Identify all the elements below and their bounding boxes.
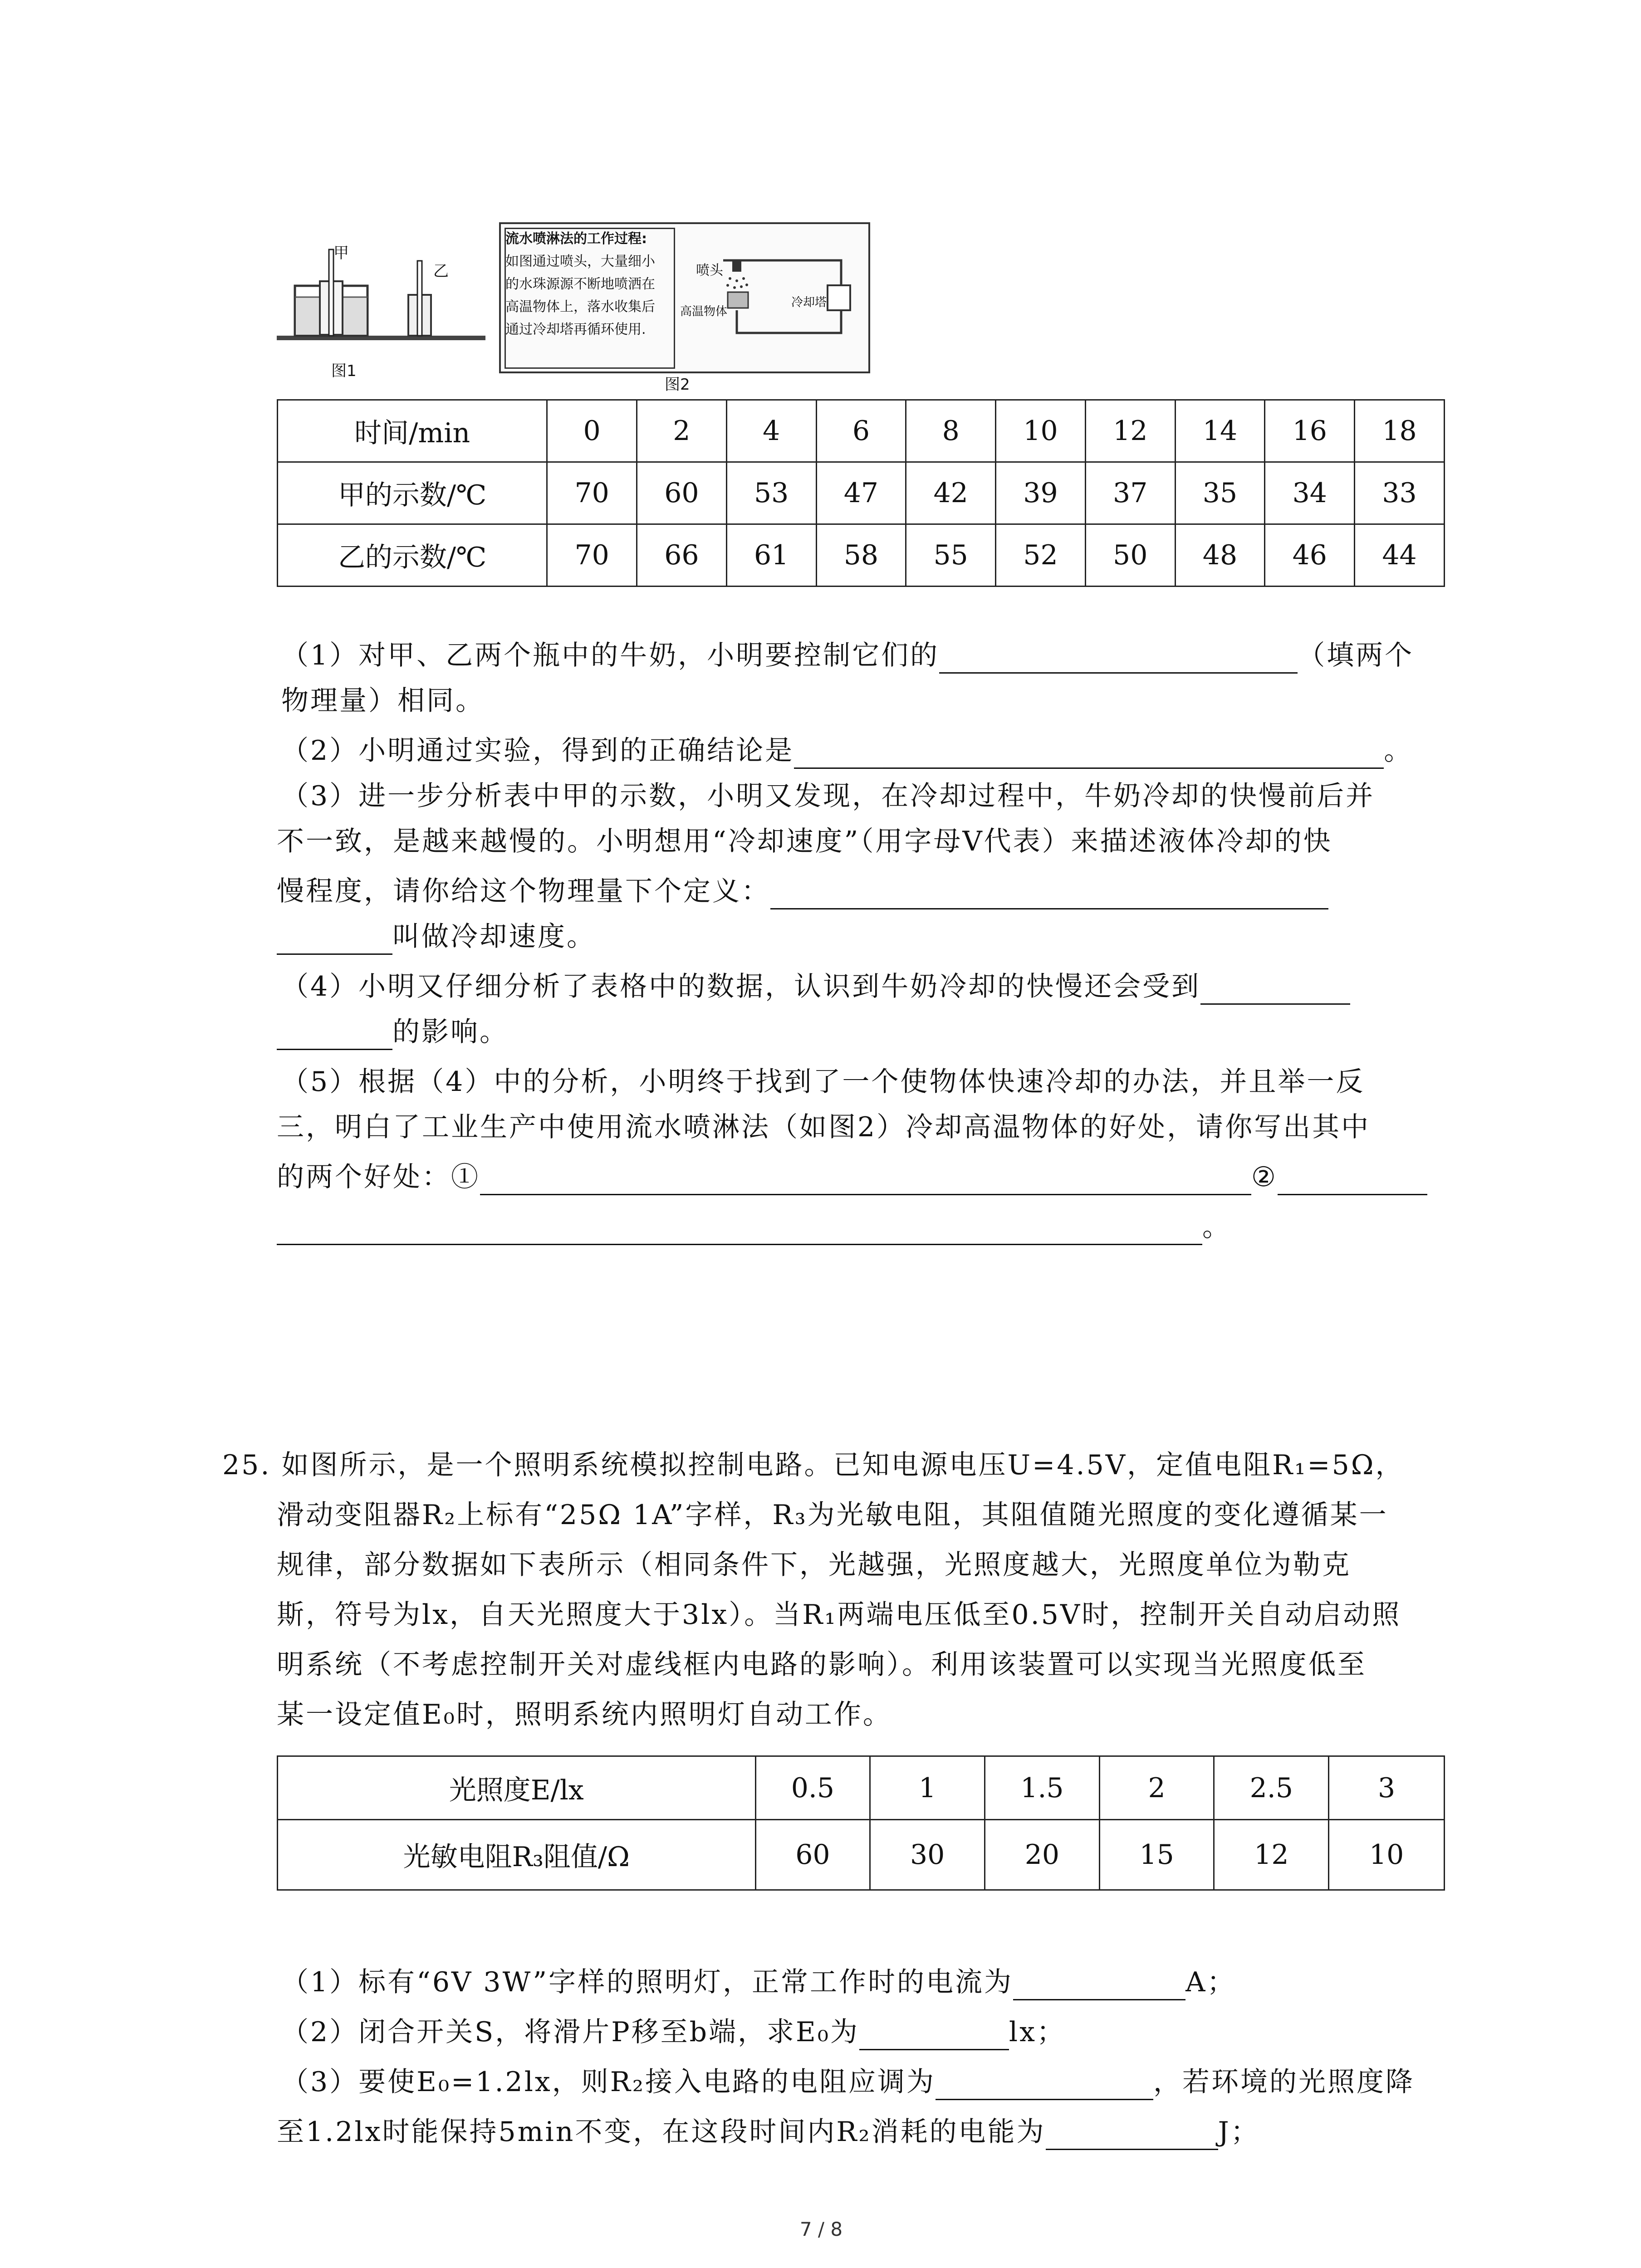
q25-part2-text: （2）闭合开关S，将滑片P移至b端，求E₀为 — [281, 2016, 859, 2048]
figure-2-title: 流水喷淋法的工作过程: — [505, 231, 647, 247]
table-cell: 48 — [1175, 524, 1265, 587]
table-cell: 14 — [1175, 400, 1265, 462]
q24-part3-text: 慢程度，请你给这个物理量下个定义： — [277, 875, 770, 907]
q24-part4-line2 — [277, 1014, 509, 1050]
table-cell: 50 — [1085, 524, 1175, 587]
q24-part1-text-end: （填两个 — [1298, 640, 1414, 671]
label-hot-object: 高温物体 — [680, 305, 728, 318]
page-number: 7 / 8 — [799, 2218, 843, 2240]
q24-part3-end: 叫做冷却速度。 — [392, 921, 596, 953]
table-cell: 70 — [547, 462, 637, 524]
cooling-data-table — [277, 399, 1445, 587]
answer-blank[interactable] — [277, 1216, 1202, 1245]
label-nozzle: 喷头 — [696, 263, 723, 279]
table-row — [278, 462, 1445, 524]
table-cell: 37 — [1085, 462, 1175, 524]
table-cell: 42 — [906, 462, 996, 524]
answer-blank[interactable] — [480, 1166, 1251, 1195]
q25-stem-line2: 滑动变阻器R₂上标有“25Ω 1A”字样，R₃为光敏电阻，其阻值随光照度的变化遵循某一 — [277, 1499, 1388, 1531]
table-header-cell: 时间/min — [278, 400, 547, 462]
figure-1-drawing — [277, 245, 485, 354]
figure-2-diagram — [691, 242, 859, 351]
answer-blank[interactable] — [277, 925, 392, 955]
table-cell: 4 — [726, 400, 816, 462]
label-yi: 乙 — [433, 262, 449, 280]
table-cell: 60 — [637, 462, 727, 524]
table-header-cell: 光照度E/lx — [278, 1756, 756, 1820]
q24-part3-line1: （3）进一步分析表中甲的示数，小明又发现，在冷却过程中，牛奶冷却的快慢前后并 — [281, 780, 1375, 812]
table-cell: 12 — [1085, 400, 1175, 462]
q25-part3-line2 — [277, 2114, 1260, 2150]
figure-1-caption: 图1 — [331, 362, 357, 380]
q25-stem-line4: 斯，符号为lx，自天光照度大于3lx）。当R₁两端电压低至0.5V时，控制开关自动启动照 — [277, 1599, 1401, 1631]
q25-stem-line3: 规律，部分数据如下表所示（相同条件下，光越强，光照度越大，光照度单位为勒克 — [277, 1549, 1351, 1581]
table-cell: 70 — [547, 524, 637, 587]
table-cell: 60 — [755, 1820, 870, 1890]
q24-part1-line1 — [281, 637, 1414, 674]
table-cell: 44 — [1355, 524, 1445, 587]
table-row — [278, 1820, 1445, 1890]
table-cell: 34 — [1265, 462, 1355, 524]
table-cell: 2 — [1099, 1756, 1214, 1820]
q24-part2-end: 。 — [1384, 735, 1413, 767]
q24-part3-line2: 不一致，是越来越慢的。小明想用“冷却速度”（用字母V代表）来描述液体冷却的快 — [277, 826, 1332, 857]
table-cell: 20 — [985, 1820, 1100, 1890]
answer-blank[interactable] — [1046, 2121, 1218, 2150]
table-cell: 6 — [816, 400, 906, 462]
table-cell: 1.5 — [985, 1756, 1100, 1820]
q25-stem-line1: 25. 如图所示，是一个照明系统模拟控制电路。已知电源电压U=4.5V，定值电阻R₁=5Ω， — [222, 1449, 1405, 1481]
table-cell: 2.5 — [1214, 1756, 1329, 1820]
figure-2-text-frame — [505, 228, 675, 369]
table-cell: 39 — [996, 462, 1086, 524]
label-cooling-tower: 冷却塔 — [791, 296, 827, 309]
table-header-cell: 光敏电阻R₃阻值/Ω — [278, 1820, 756, 1890]
q24-part3-line3 — [277, 873, 1328, 909]
q25-stem-line5: 明系统（不考虑控制开关对虚线框内电路的影响）。利用该装置可以实现当光照度低至 — [277, 1649, 1367, 1681]
table-cell: 10 — [1329, 1820, 1445, 1890]
table-cell: 35 — [1175, 462, 1265, 524]
figure-2-text-line: 如图通过喷头，大量细小 — [505, 254, 655, 269]
q25-part1 — [281, 1964, 1236, 2000]
table-cell: 18 — [1355, 400, 1445, 462]
label-jia: 甲 — [333, 244, 349, 262]
q24-part5-line3 — [277, 1159, 1427, 1195]
answer-blank[interactable] — [936, 2071, 1153, 2100]
q24-part5-line2: 三，明白了工业生产中使用流水喷淋法（如图2）冷却高温物体的好处，请你写出其中 — [277, 1111, 1371, 1143]
q24-part2 — [281, 733, 1413, 769]
table-header-cell: 乙的示数/℃ — [278, 524, 547, 587]
illuminance-resistance-table — [277, 1755, 1445, 1891]
answer-blank[interactable] — [1278, 1166, 1427, 1195]
q25-part2-unit: lx； — [1009, 2016, 1066, 2048]
table-cell: 1 — [870, 1756, 985, 1820]
q25-part3-unit: J； — [1218, 2116, 1260, 2148]
table-cell: 53 — [726, 462, 816, 524]
table-cell: 16 — [1265, 400, 1355, 462]
table-cell: 8 — [906, 400, 996, 462]
q24-part4-line1 — [281, 968, 1350, 1005]
q25-stem-line6: 某一设定值E₀时，照明系统内照明灯自动工作。 — [277, 1699, 892, 1730]
table-cell: 33 — [1355, 462, 1445, 524]
table-cell: 52 — [996, 524, 1086, 587]
figure-1 — [277, 245, 485, 354]
table-cell: 12 — [1214, 1820, 1329, 1890]
q24-part5-line1: （5）根据（4）中的分析，小明终于找到了一个使物体快速冷却的办法，并且举一反 — [281, 1066, 1365, 1098]
table-cell: 3 — [1329, 1756, 1445, 1820]
answer-blank[interactable] — [939, 644, 1298, 674]
q25-part3-text-mid: ，若环境的光照度降 — [1153, 2066, 1415, 2098]
table-row — [278, 524, 1445, 587]
answer-blank[interactable] — [1200, 975, 1350, 1005]
q24-part4-end: 的影响。 — [392, 1016, 509, 1048]
answer-blank[interactable] — [794, 739, 1384, 769]
table-cell: 0 — [547, 400, 637, 462]
figure-2-caption: 图2 — [665, 376, 690, 394]
q25-part1-unit: A； — [1185, 1966, 1236, 1998]
table-row — [278, 400, 1445, 462]
figure-2 — [499, 222, 870, 373]
q24-part4-text: （4）小明又仔细分析了表格中的数据，认识到牛奶冷却的快慢还会受到 — [281, 971, 1201, 1002]
answer-blank[interactable] — [770, 880, 1328, 909]
q25-part1-text: （1）标有“6V 3W”字样的照明灯，正常工作时的电流为 — [281, 1966, 1014, 1998]
q25-part2 — [281, 2014, 1066, 2050]
table-cell: 2 — [637, 400, 727, 462]
q24-part5-circle2: ② — [1251, 1161, 1278, 1193]
table-cell: 58 — [816, 524, 906, 587]
answer-blank[interactable] — [1013, 1971, 1185, 2000]
q25-part3-text: （3）要使E₀=1.2lx，则R₂接入电路的电阻应调为 — [281, 2066, 936, 2098]
table-cell: 15 — [1099, 1820, 1214, 1890]
table-cell: 61 — [726, 524, 816, 587]
q24-part5-end: 。 — [1202, 1211, 1231, 1243]
table-row — [278, 1756, 1445, 1820]
answer-blank[interactable] — [277, 1021, 392, 1050]
table-cell: 55 — [906, 524, 996, 587]
answer-blank[interactable] — [859, 2021, 1009, 2050]
q24-part2-text: （2）小明通过实验，得到的正确结论是 — [281, 735, 794, 767]
q25-part3-text2: 至1.2lx时能保持5min不变，在这段时间内R₂消耗的电能为 — [277, 2116, 1046, 2148]
table-cell: 30 — [870, 1820, 985, 1890]
figure-2-text-line: 高温物体上，落水收集后 — [505, 299, 655, 315]
table-cell: 66 — [637, 524, 727, 587]
q24-part5-text: 的两个好处：① — [277, 1161, 480, 1193]
q24-part3-line4 — [277, 919, 596, 955]
table-cell: 10 — [996, 400, 1086, 462]
table-cell: 46 — [1265, 524, 1355, 587]
table-header-cell: 甲的示数/℃ — [278, 462, 547, 524]
q24-part1-text: （1）对甲、乙两个瓶中的牛奶，小明要控制它们的 — [281, 640, 940, 671]
q24-part1-line2: 物理量）相同。 — [281, 685, 485, 717]
table-cell: 47 — [816, 462, 906, 524]
figure-2-text-line: 的水珠源源不断地喷洒在 — [505, 276, 655, 292]
figure-2-text-line: 通过冷却塔再循环使用. — [505, 322, 646, 337]
q25-part3-line1 — [281, 2064, 1415, 2100]
q24-part5-line4 — [277, 1209, 1231, 1245]
table-cell: 0.5 — [755, 1756, 870, 1820]
